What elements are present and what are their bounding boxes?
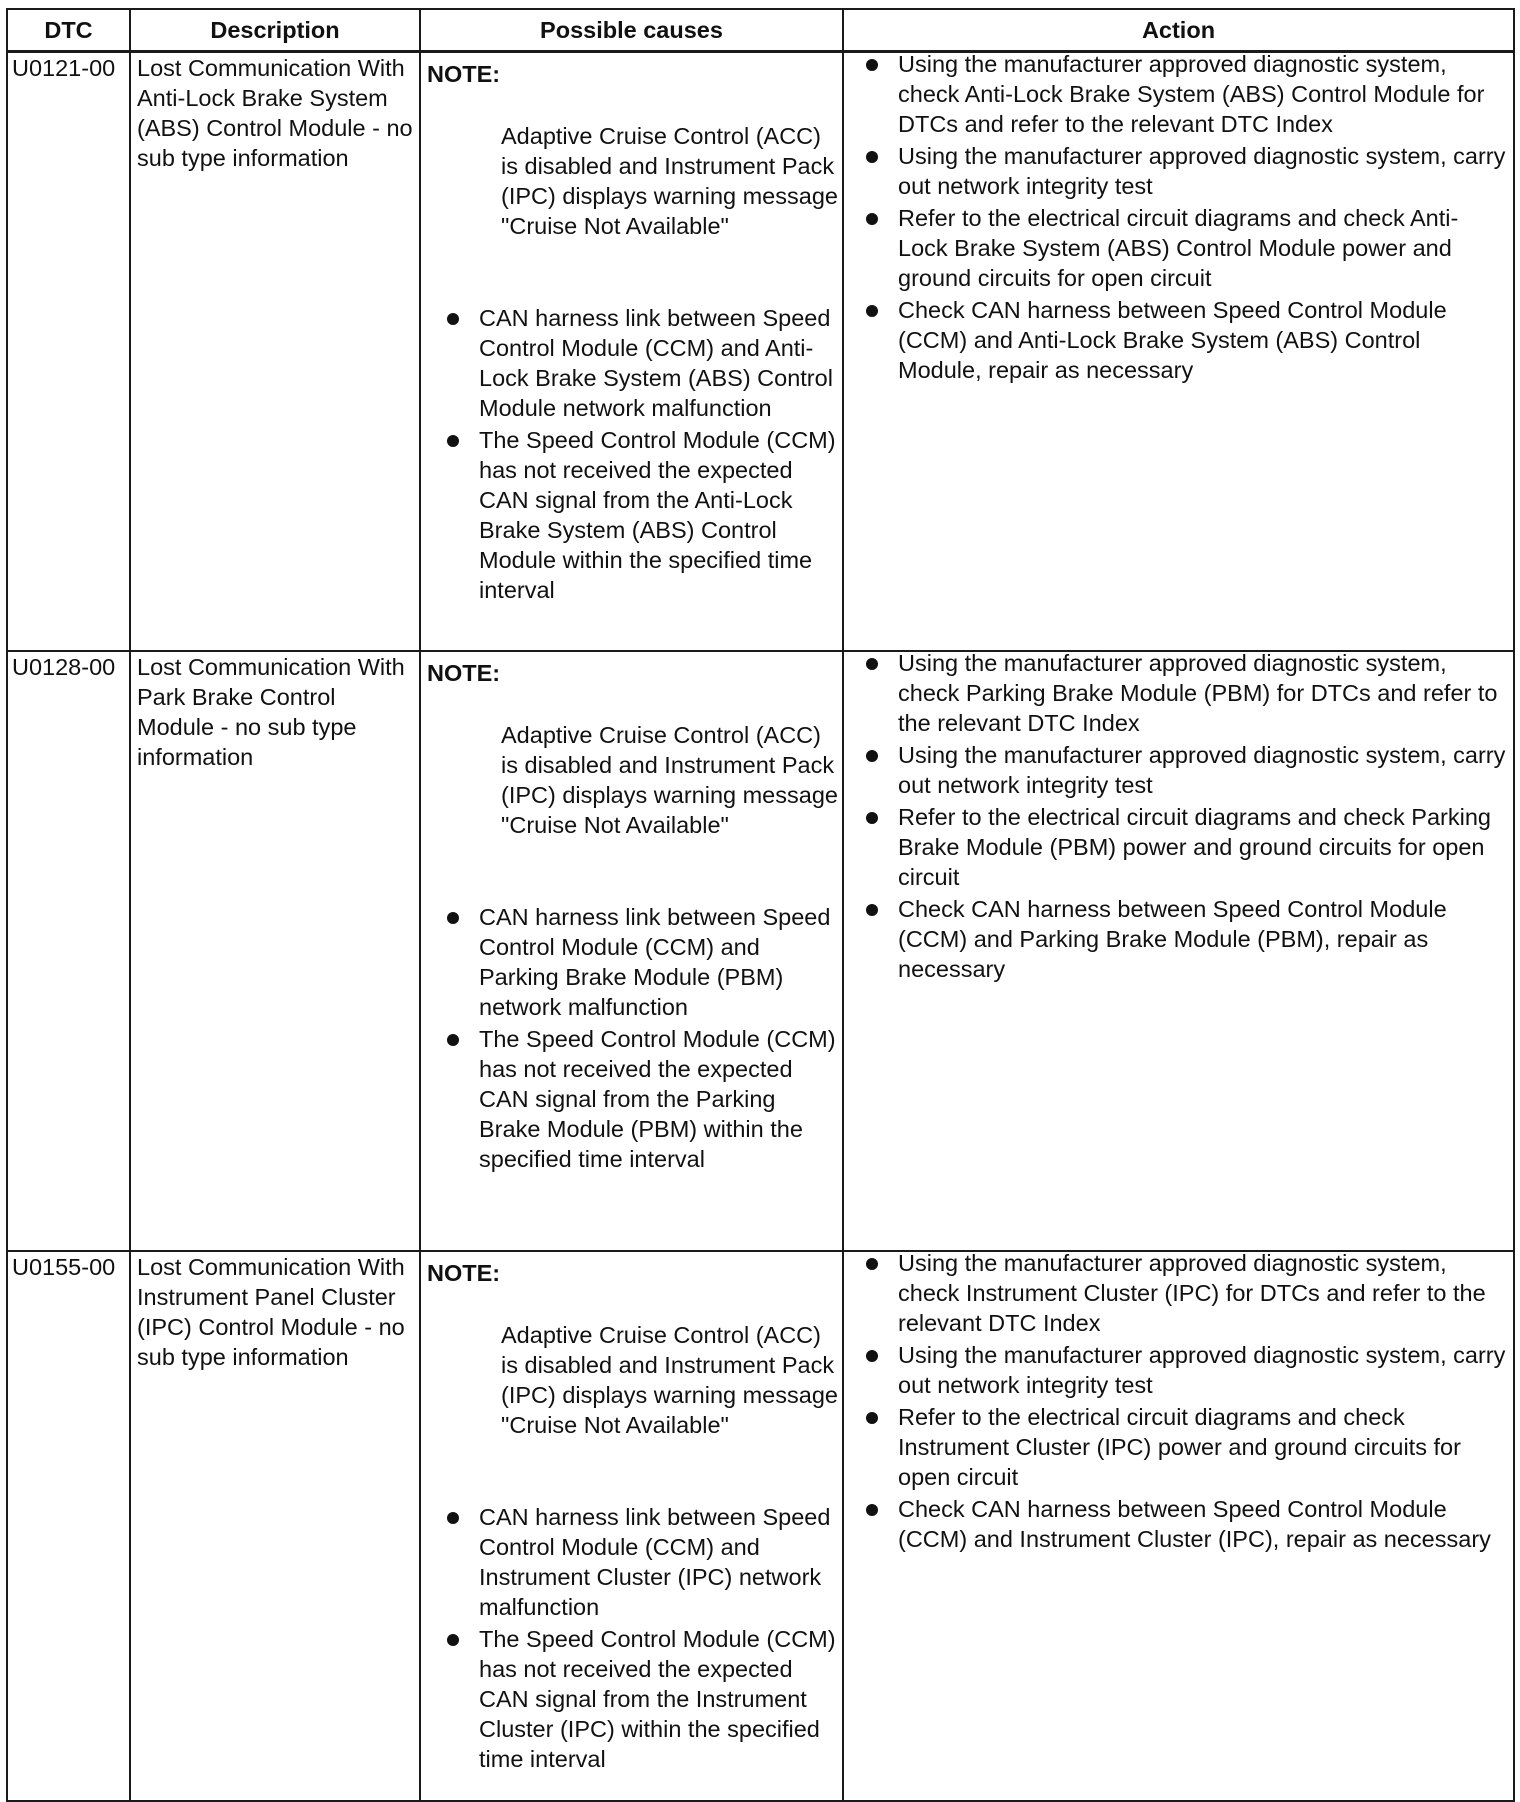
possible-causes-cell	[420, 51, 843, 651]
cause-item	[427, 1502, 838, 1622]
cause-item	[427, 303, 838, 423]
action-text: Using the manufacturer approved diagnostic system, check Parking Brake Module (PBM) for DTCs and refer to the relevant DTC Index	[898, 650, 1498, 736]
bullet-icon	[866, 305, 878, 317]
action-item	[864, 49, 1507, 139]
bullet-icon	[447, 912, 459, 924]
action-item	[864, 295, 1507, 385]
dtc-code: U0121-00	[7, 51, 130, 651]
note-text: Adaptive Cruise Control (ACC) is disabled and Instrument Pack (IPC) displays warning message "Cruise Not Available"	[501, 722, 838, 838]
bullet-icon	[447, 313, 459, 325]
action-item	[864, 740, 1507, 800]
action-cell	[843, 51, 1514, 651]
header-description: Description	[130, 9, 420, 51]
bullet-icon	[866, 1412, 878, 1424]
action-text: Refer to the electrical circuit diagrams and check Instrument Cluster (IPC) power and ground circuits for open circuit	[898, 1404, 1461, 1490]
table-row	[7, 51, 1514, 651]
action-item	[864, 1494, 1507, 1554]
bullet-icon	[866, 750, 878, 762]
bullet-icon	[866, 1350, 878, 1362]
action-item	[864, 203, 1507, 293]
cause-item	[427, 425, 838, 605]
dtc-description: Lost Communication With Instrument Panel Cluster (IPC) Control Module - no sub type information	[130, 1251, 420, 1801]
note-text: Adaptive Cruise Control (ACC) is disabled and Instrument Pack (IPC) displays warning message "Cruise Not Available"	[501, 1322, 838, 1438]
cause-text: The Speed Control Module (CCM) has not received the expected CAN signal from the Instrument Cluster (IPC) within the specified time interval	[479, 1626, 836, 1772]
cause-item	[427, 902, 838, 1022]
note-text: Adaptive Cruise Control (ACC) is disabled and Instrument Pack (IPC) displays warning message "Cruise Not Available"	[501, 122, 838, 239]
cause-text: The Speed Control Module (CCM) has not received the expected CAN signal from the Parking Brake Module (PBM) within the specified time interval	[479, 1026, 836, 1172]
dtc-description: Lost Communication With Anti-Lock Brake System (ABS) Control Module - no sub type information	[130, 51, 420, 651]
causes-list	[427, 1502, 838, 1774]
action-item	[864, 802, 1507, 892]
bullet-icon	[447, 1512, 459, 1524]
note-label: NOTE:	[427, 1260, 501, 1286]
bullet-icon	[447, 1034, 459, 1046]
cause-text: CAN harness link between Speed Control Module (CCM) and Parking Brake Module (PBM) network malfunction	[479, 904, 831, 1020]
dtc-code: U0155-00	[7, 1251, 130, 1801]
note-label: NOTE:	[427, 60, 501, 87]
actions-list	[864, 1248, 1507, 1554]
causes-list	[427, 303, 838, 605]
action-text: Check CAN harness between Speed Control Module (CCM) and Instrument Cluster (IPC), repair as necessary	[898, 1496, 1491, 1552]
bullet-icon	[866, 151, 878, 163]
cause-text: CAN harness link between Speed Control Module (CCM) and Anti-Lock Brake System (ABS) Control Module network malfunction	[479, 304, 833, 421]
action-item	[864, 141, 1507, 201]
table-row	[7, 651, 1514, 1251]
bullet-icon	[866, 213, 878, 225]
bullet-icon	[866, 904, 878, 916]
action-item	[864, 1248, 1507, 1338]
header-dtc: DTC	[7, 9, 130, 51]
action-cell	[843, 1251, 1514, 1801]
action-item	[864, 1402, 1507, 1492]
bullet-icon	[447, 1634, 459, 1646]
action-text: Refer to the electrical circuit diagrams and check Parking Brake Module (PBM) power and ground circuits for open circuit	[898, 804, 1491, 890]
action-text: Refer to the electrical circuit diagrams and check Anti-Lock Brake System (ABS) Control Module power and ground circuits for open circuit	[898, 204, 1459, 291]
action-text: Using the manufacturer approved diagnostic system, carry out network integrity test	[898, 742, 1506, 798]
causes-list	[427, 902, 838, 1174]
bullet-icon	[866, 658, 878, 670]
action-item	[864, 648, 1507, 738]
dtc-document	[6, 8, 1513, 1772]
bullet-icon	[866, 1258, 878, 1270]
bullet-icon	[866, 59, 878, 71]
action-text: Check CAN harness between Speed Control Module (CCM) and Anti-Lock Brake System (ABS) Control Module, repair as necessary	[898, 296, 1447, 383]
cause-text: The Speed Control Module (CCM) has not received the expected CAN signal from the Anti-Lock Brake System (ABS) Control Module within the specified time interval	[479, 426, 836, 603]
action-item	[864, 894, 1507, 984]
action-item	[864, 1340, 1507, 1400]
cause-item	[427, 1624, 838, 1774]
action-text: Using the manufacturer approved diagnostic system, carry out network integrity test	[898, 142, 1506, 199]
bullet-icon	[866, 1504, 878, 1516]
actions-list	[864, 648, 1507, 984]
action-text: Using the manufacturer approved diagnostic system, check Anti-Lock Brake System (ABS) Control Module for DTCs and refer to the relevant DTC Index	[898, 50, 1485, 137]
dtc-code: U0128-00	[7, 651, 130, 1251]
header-row	[7, 9, 1514, 51]
bullet-icon	[866, 812, 878, 824]
note-label: NOTE:	[427, 660, 501, 686]
cause-text: CAN harness link between Speed Control Module (CCM) and Instrument Cluster (IPC) network malfunction	[479, 1504, 831, 1620]
dtc-description: Lost Communication With Park Brake Control Module - no sub type information	[130, 651, 420, 1251]
action-cell	[843, 651, 1514, 1251]
dtc-table	[6, 8, 1515, 1802]
table-row	[7, 1251, 1514, 1801]
possible-causes-cell	[420, 1251, 843, 1801]
action-text: Using the manufacturer approved diagnostic system, carry out network integrity test	[898, 1342, 1506, 1398]
header-action: Action	[843, 9, 1514, 51]
actions-list	[864, 49, 1507, 385]
bullet-icon	[447, 435, 459, 447]
action-text: Using the manufacturer approved diagnostic system, check Instrument Cluster (IPC) for DTCs and refer to the relevant DTC Index	[898, 1250, 1486, 1336]
action-text: Check CAN harness between Speed Control Module (CCM) and Parking Brake Module (PBM), repair as necessary	[898, 896, 1447, 982]
possible-causes-cell	[420, 651, 843, 1251]
header-possible-causes: Possible causes	[420, 9, 843, 51]
cause-item	[427, 1024, 838, 1174]
